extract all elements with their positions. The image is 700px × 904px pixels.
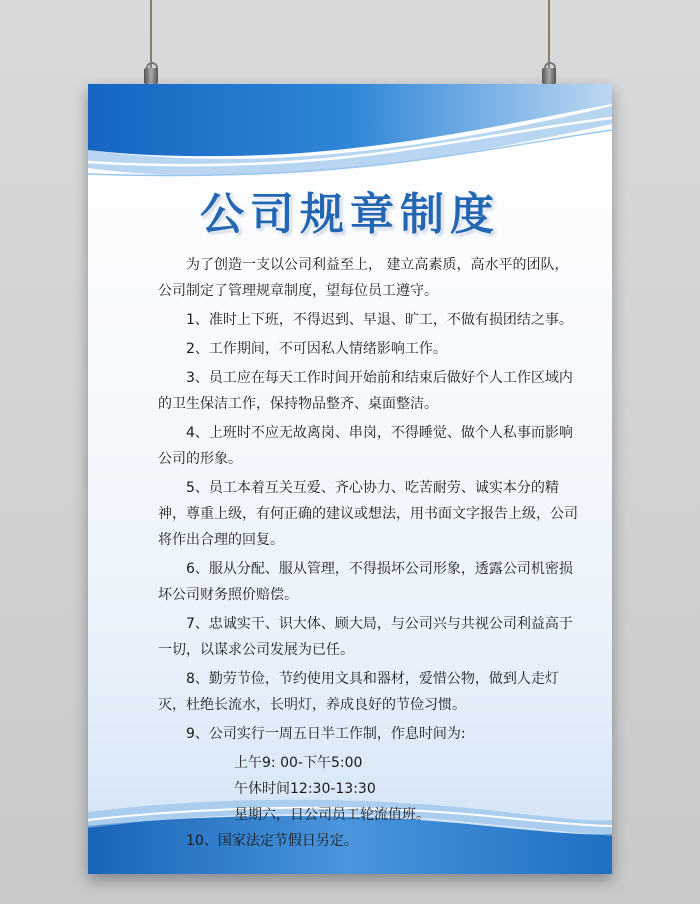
schedule-line-weekend-duty: 星期六，日公司员工轮流值班。: [234, 807, 430, 823]
rule-item-5: 5、员工本着互关互爱、齐心协力、吃苦耐劳、诚实本分的精神，尊重上级，有何正确的建议或想法，用书面文字报告上级，公司将作出合理的回复。: [158, 480, 578, 548]
binder-clip-left-icon: [143, 62, 159, 86]
intro-paragraph: 为了创造一支以公司利益至上， 建立高素质，高水平的团队，公司制定了管理规章制度，望每位员工遵守。: [158, 257, 569, 299]
rule-item-2: 2、工作期间，不可因私人情绪影响工作。: [186, 341, 447, 357]
rule-item-1: 1、准时上下班，不得迟到、早退、旷工，不做有损团结之事。: [186, 312, 573, 328]
rule-item-8: 8、勤劳节俭，节约使用文具和器材，爱惜公物，做到人走灯灭，杜绝长流水，长明灯，养成良好的节俭习惯。: [158, 671, 559, 713]
schedule-line-lunch-break: 午休时间12:30-13:30: [234, 781, 376, 797]
poster-title: 公司规章制度: [200, 189, 500, 240]
rule-item-4: 4、上班时不应无故离岗、串岗，不得睡觉、做个人私事而影响公司的形象。: [158, 425, 573, 467]
rule-item-3: 3、员工应在每天工作时间开始前和结束后做好个人工作区域内的卫生保洁工作，保持物品整齐、桌面整洁。: [158, 370, 573, 412]
binder-clip-right-icon: [541, 62, 557, 86]
schedule-line-work-hours: 上午9: 00-下午5:00: [234, 755, 363, 771]
hanging-string-left: [150, 0, 152, 70]
rules-body: [158, 252, 578, 857]
rule-item-6: 6、服从分配、服从管理，不得损坏公司形象，透露公司机密损坏公司财务照价赔偿。: [158, 561, 573, 603]
rule-item-9: 9、公司实行一周五日半工作制，作息时间为:: [186, 726, 466, 742]
poster: [88, 84, 612, 874]
hanging-string-right: [548, 0, 550, 70]
rule-item-10: 10、国家法定节假日另定。: [186, 833, 358, 849]
rule-item-7: 7、忠诚实干、识大体、顾大局，与公司兴与共视公司利益高于一切，以谋求公司发展为已任。: [158, 616, 573, 658]
